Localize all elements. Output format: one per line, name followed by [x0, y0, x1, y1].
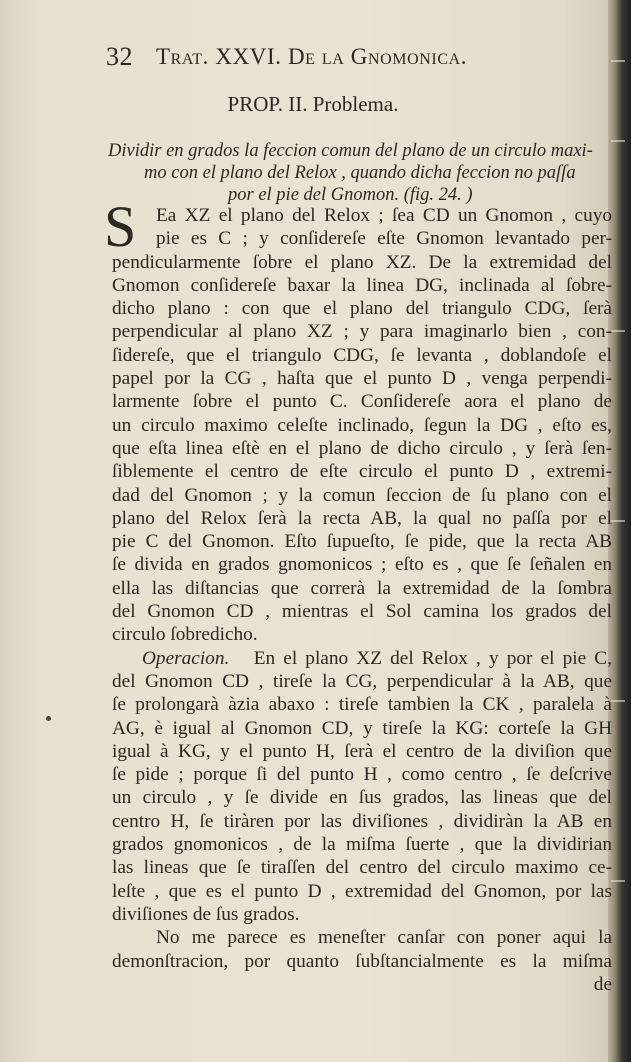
- operation-label: Operacion.: [142, 647, 230, 669]
- text-line: pie es C ; y conſidereſe eſte Gnomon levantado per-: [156, 228, 612, 250]
- text-line: ſe prolongarà àzia abaxo : tireſe tambien la CK , paralela à: [112, 694, 612, 716]
- text-line: ſe divida en grados gnomonicos ; eſto es , que ſe ſeñalen en: [112, 554, 612, 576]
- text-line: grados gnomonicos , de la miſma ſuerte , que la dividirian: [112, 834, 612, 856]
- text-line: del Gnomon CD , tireſe la CG, perpendicular à la AB, que: [112, 670, 612, 692]
- text-line: las lineas que ſe tiraſſen del centro del circulo maximo ce-: [112, 857, 612, 879]
- text-line: Gnomon conſidereſe baxar la linea DG, inclinada al ſobre-: [112, 274, 612, 296]
- summary-line: Dividir en grados la feccion comun del plano de un circulo maxi-: [108, 141, 593, 161]
- text-line: pie C del Gnomon. Eſto ſupueſto, ſe pide, que la recta AB: [112, 531, 612, 553]
- text-line: [112, 647, 612, 670]
- drop-initial: S: [104, 194, 137, 259]
- text-line: igual à KG, y el punto H, ſerà el centro de la diviſion que: [112, 740, 612, 762]
- text-line: un circulo maximo celeſte inclinado, ſegun la DG , eſto es,: [112, 414, 612, 436]
- running-head: [106, 42, 526, 76]
- catchword: de: [593, 973, 612, 995]
- text-line: dad del Gnomon ; y la comun ſeccion de ſu plano con el: [112, 484, 612, 506]
- text-line: del Gnomon CD , mientras el Sol camina los grados del: [112, 601, 612, 623]
- body-text: [112, 204, 612, 996]
- text-line: perpendicular al plano XZ ; y para imaginarlo bien , con-: [112, 321, 612, 343]
- text-line: un circulo , y ſe divide en ſus grados, las lineas que del: [112, 787, 612, 809]
- text-line: leſte , que es el punto D , extremidad del Gnomon, por las: [112, 880, 612, 902]
- text-line: No me parece es meneſter canſar con poner aqui la: [156, 927, 612, 949]
- proposition-heading: PROP. II. Problema.: [227, 92, 399, 116]
- text-line-rest: En el plano XZ del Relox , y por el pie C,: [253, 647, 612, 669]
- text-line: pendicularmente ſobre el plano XZ. De la extremidad del: [112, 251, 612, 273]
- text-line: Ea XZ el plano del Relox ; ſea CD un Gnomon , cuyo: [156, 205, 612, 226]
- summary-line: por el pie del Gnomon. (fig. 24. ): [228, 185, 473, 205]
- text-line: ſiblemente el centro de eſte circulo el punto D , extremi-: [112, 461, 612, 483]
- text-line: ſidereſe, que el triangulo CDG, ſe levanta , doblandoſe el: [112, 344, 612, 366]
- text-line: que eſta linea eſtè en el plano de dicho circulo , y ſerà ſen-: [112, 437, 612, 459]
- text-line: papel por la CG , haſta que el punto D , venga perpendi-: [112, 368, 612, 390]
- ink-speck: [46, 716, 51, 721]
- text-line: larmente ſobre el punto C. Conſidereſe aora el plano de: [112, 391, 612, 413]
- text-line: demonſtracion, por quanto ſubſtancialmente es la miſma: [112, 950, 612, 972]
- text-line: AG, è igual al Gnomon CD, y tireſe la KG: corteſe la GH: [112, 717, 612, 739]
- text-line: ella las diſtancias que correrà la extremidad de la ſombra: [112, 577, 612, 599]
- text-line: dicho plano : con que el plano del triangulo CDG, ſerà: [112, 298, 612, 320]
- text-line: diviſiones de ſus grados.: [112, 903, 300, 925]
- running-title: Trat. XXVI. De la Gnomonica.: [156, 44, 468, 69]
- text-line: centro H, ſe tiràren por las diviſiones , dividiràn la AB en: [112, 810, 612, 832]
- proposition-summary: [108, 140, 610, 206]
- page-number: 32: [106, 42, 133, 71]
- summary-line: mo con el plano del Relox , quando dicha feccion no paſſa: [144, 163, 576, 183]
- text-line: plano del Relox ſerà la recta AB, la qual no paſſa por el: [112, 507, 612, 529]
- text-line: ſe pide ; porque ſi del punto H , como centro , ſe deſcrive: [112, 764, 612, 786]
- text-line: circulo ſobredicho.: [112, 624, 258, 646]
